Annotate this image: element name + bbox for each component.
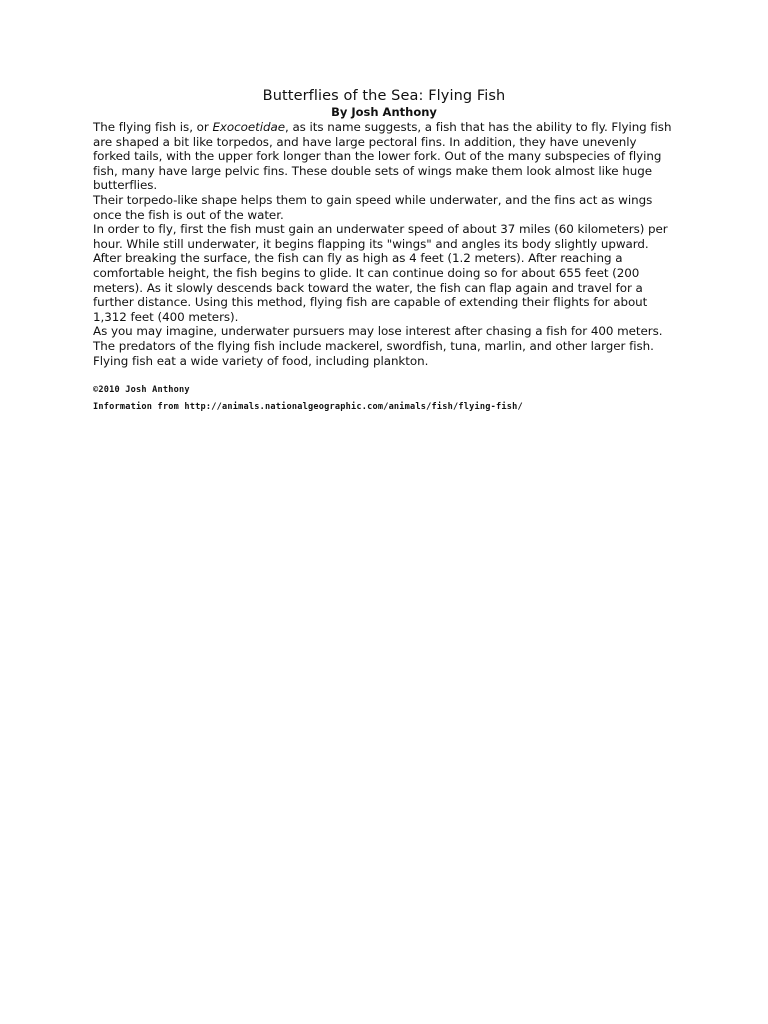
- paragraph-intro-start: The flying fish is, or: [93, 120, 213, 134]
- paragraph-predators: As you may imagine, underwater pursuers may lose interest after chasing a fish for 400 meters. The predators of the flying fish include mackerel, swordfish, tuna, marlin, and other larger fish.: [93, 324, 663, 353]
- paragraph-diet: Flying fish eat a wide variety of food, including plankton.: [93, 353, 429, 368]
- paragraph-intro-rest: , as its name suggests, a fish that has the ability to fly. Flying fish are shaped a bit like torpedos, and have large pectoral fins. In addition, they have unevenly forked tails, with the upper fork longer than the lower fork. Out of the many subspecies of flying fish, many have large pelvic fins. These double sets of wings make them look almost like huge butterflies.: [93, 120, 672, 193]
- document-title: Butterflies of the Sea: Flying Fish: [262, 88, 506, 104]
- copyright-notice: ©2010 Josh Anthony: [93, 385, 190, 396]
- author-byline: By Josh Anthony: [331, 105, 437, 119]
- source-citation: Information from http://animals.nationalgeographic.com/animals/fish/flying-fish/: [93, 402, 523, 413]
- paragraph-intro: [93, 120, 675, 193]
- document-footer: [93, 382, 675, 416]
- document-page: [93, 88, 675, 416]
- scientific-name: Exocoetidae: [212, 120, 285, 134]
- paragraph-flight: In order to fly, first the fish must gain an underwater speed of about 37 miles (60 kilometers) per hour. While still underwater, it begins flapping its "wings" and angles its body slightly upward. After breaking the surface, the fish can fly as high as 4 feet (1.2 meters). After reaching a comfortable height, the fish begins to glide. It can continue doing so for about 655 feet (200 meters). As it slowly descends back toward the water, the fish can flap again and travel for a further distance. Using this method, flying fish are capable of extending their flights for about 1,312 feet (400 meters).: [93, 222, 668, 324]
- paragraph-shape: Their torpedo-like shape helps them to gain speed while underwater, and the fins act as wings once the fish is out of the water.: [93, 192, 653, 222]
- article-body: [93, 120, 675, 368]
